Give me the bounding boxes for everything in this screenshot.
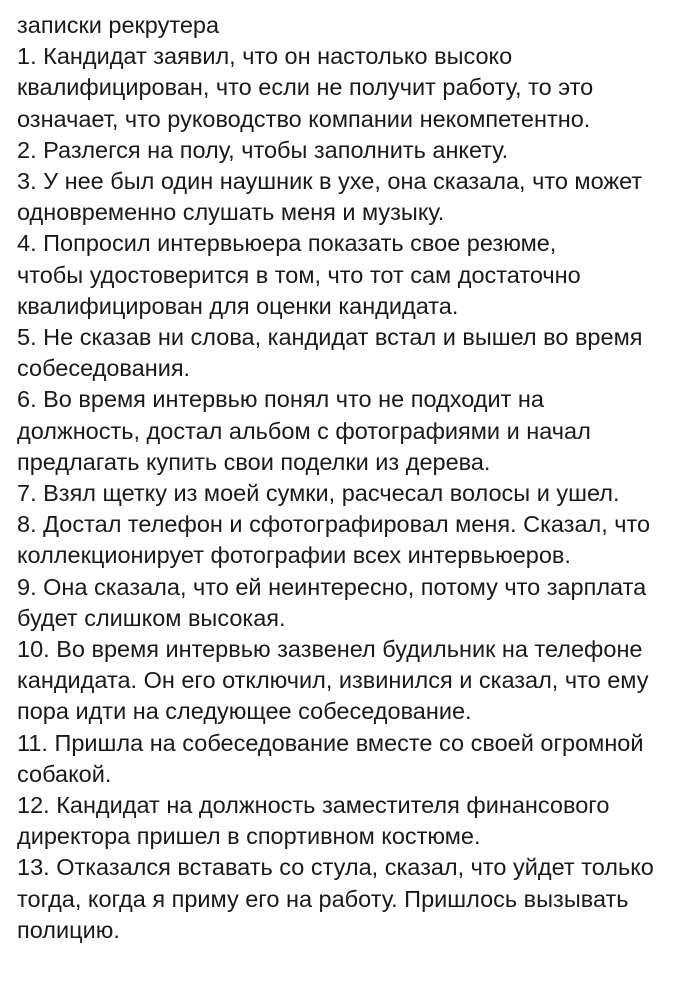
- text-line: полицию.: [17, 916, 120, 943]
- text-line: одновременно слушать меня и музыку.: [17, 199, 445, 226]
- text-line: чтобы удостоверится в том, что тот сам достаточно: [17, 261, 581, 288]
- text-line: 3. У нее был один наушник в ухе, она сказала, что может: [17, 168, 643, 195]
- text-line: 5. Не сказав ни слова, кандидат встал и вышел во время: [17, 324, 643, 351]
- text-line: 9. Она сказала, что ей неинтересно, потому что зарплата: [17, 573, 647, 600]
- text-line: квалифицирован, что если не получит работу, то это: [17, 74, 594, 101]
- text-line: 13. Отказался вставать со стула, сказал, что уйдет только: [17, 854, 654, 881]
- text-line: 12. Кандидат на должность заместителя финансового: [17, 792, 610, 819]
- text-line: 8. Достал телефон и сфотографировал меня. Сказал, что: [17, 511, 651, 538]
- text-line: квалифицирован для оценки кандидата.: [17, 292, 459, 319]
- notes-body: [17, 41, 690, 946]
- text-line: 10. Во время интервью зазвенел будильник на телефоне: [17, 636, 643, 663]
- text-line: означает, что руководство компании некомпетентно.: [17, 105, 591, 132]
- text-line: 7. Взял щетку из моей сумки, расчесал волосы и ушел.: [17, 480, 620, 507]
- text-line: будет слишком высокая.: [17, 604, 286, 631]
- page-title: записки рекрутера: [17, 12, 220, 38]
- text-line: тогда, когда я приму его на работу. Пришлось вызывать: [17, 885, 629, 912]
- text-line: собакой.: [17, 760, 112, 787]
- text-line: должность, достал альбом с фотографиями и начал: [17, 417, 591, 444]
- text-line: кандидата. Он его отключил, извинился и сказал, что ему: [17, 667, 649, 694]
- text-line: 11. Пришла на собеседование вместе со своей огромной: [17, 729, 644, 756]
- text-line: 2. Разлегся на полу, чтобы заполнить анкету.: [17, 136, 509, 163]
- text-line: 6. Во время интервью понял что не подходит на: [17, 386, 544, 413]
- text-line: 4. Попросил интервьюера показать свое резюме,: [17, 230, 557, 257]
- text-line: предлагать купить свои поделки из дерева.: [17, 448, 491, 475]
- text-line: собеседования.: [17, 355, 191, 382]
- text-line: 1. Кандидат заявил, что он настолько высоко: [17, 43, 513, 70]
- text-line: пора идти на следующее собеседование.: [17, 698, 472, 725]
- text-line: коллекционирует фотографии всех интервьюеров.: [17, 542, 571, 569]
- text-line: директора пришел в спортивном костюме.: [17, 823, 481, 850]
